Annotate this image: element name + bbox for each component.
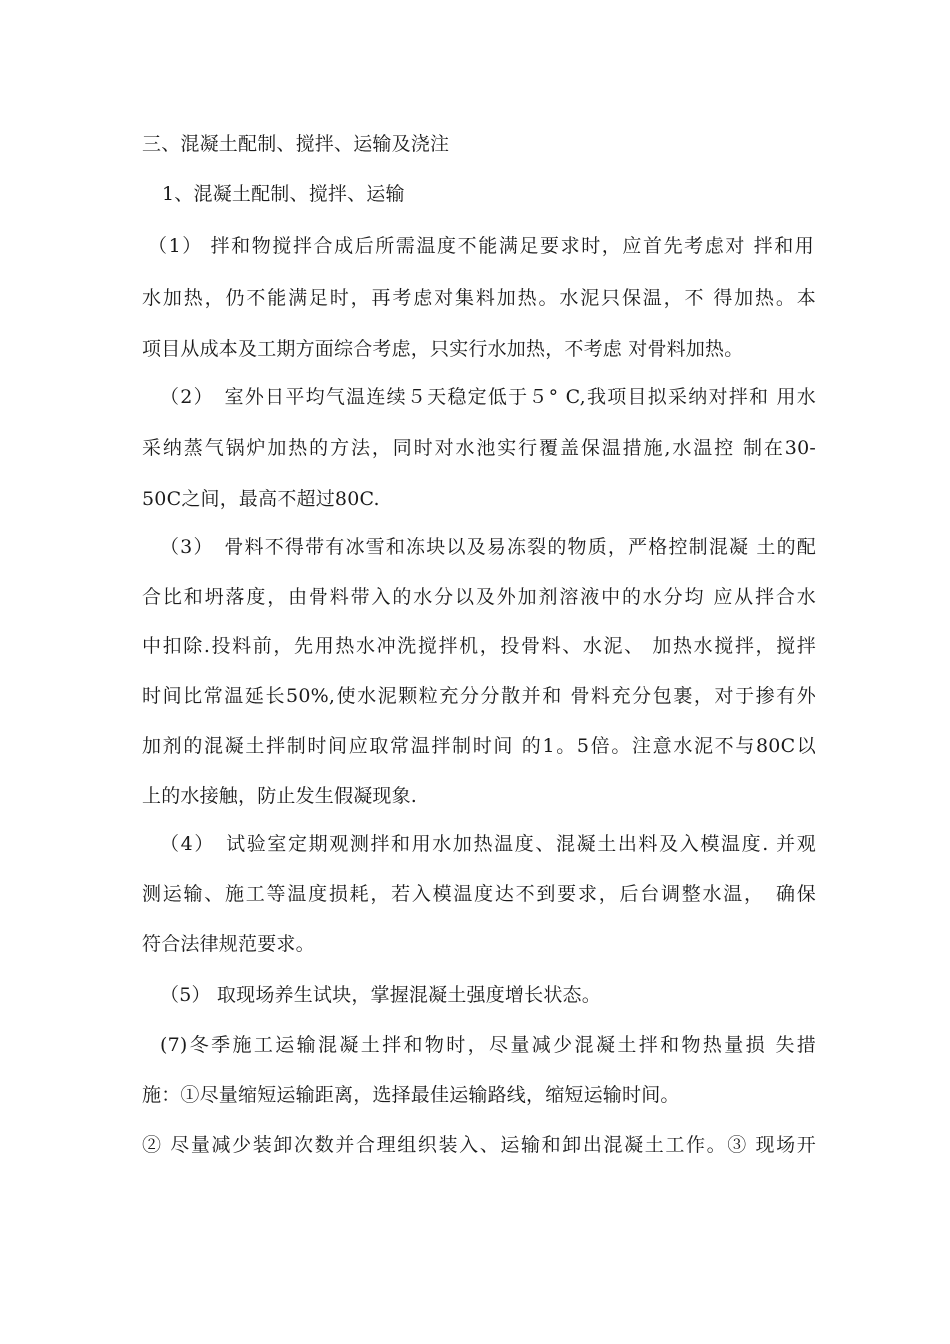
paragraph-3-line-5: 加剂的混凝土拌制时间应取常温拌制时间 的1。5倍。注意水泥不与80C以: [142, 735, 816, 757]
paragraph-2-line-2: 采纳蒸气锅炉加热的方法，同时对水池实行覆盖保温措施,水温控 制在30-: [142, 437, 816, 459]
paragraph-4-line-1: （4） 试验室定期观测拌和用水加热温度、混凝土出料及入模温度. 并观: [160, 833, 816, 855]
paragraph-3-line-1: （3） 骨料不得带有冰雪和冻块以及易冻裂的物质，严格控制混凝 土的配: [160, 536, 816, 558]
paragraph-6-line-3: ② 尽量减少装卸次数并合理组织装入、运输和卸出混凝土工作。③ 现场开: [142, 1134, 816, 1156]
paragraph-4-line-2: 测运输、施工等温度损耗，若入模温度达不到要求，后台调整水温， 确保: [142, 883, 816, 905]
paragraph-6-line-2: 施：①尽量缩短运输距离，选择最佳运输路线，缩短运输时间。: [142, 1084, 680, 1106]
subsection-heading: 1、混凝土配制、搅拌、运输: [162, 183, 405, 205]
paragraph-3-line-4: 时间比常温延长50%,使水泥颗粒充分分散并和 骨料充分包裹，对于掺有外: [142, 685, 816, 707]
paragraph-3-line-3: 中扣除.投料前，先用热水冲洗搅拌机，投骨料、水泥、 加热水搅拌，搅拌: [142, 635, 816, 657]
paragraph-2-line-1: （2） 室外日平均气温连续５天稳定低于５° C,我项目拟采纳对拌和 用水: [160, 386, 816, 408]
paragraph-3-line-6: 上的水接触，防止发生假凝现象.: [142, 785, 418, 807]
paragraph-6-line-1: (7)冬季施工运输混凝土拌和物时，尽量减少混凝土拌和物热量损 失措: [160, 1034, 816, 1056]
paragraph-1-line-2: 水加热，仍不能满足时，再考虑对集料加热。水泥只保温，不 得加热。本: [142, 287, 816, 309]
section-heading: 三、混凝土配制、搅拌、运输及浇注: [142, 133, 450, 155]
paragraph-1-line-1: （1） 拌和物搅拌合成后所需温度不能满足要求时，应首先考虑对 拌和用: [148, 235, 814, 257]
paragraph-1-line-3: 项目从成本及工期方面综合考虑，只实行水加热，不考虑 对骨料加热。: [142, 338, 744, 360]
paragraph-4-line-3: 符合法律规范要求。: [142, 933, 315, 955]
paragraph-2-line-3: 50C之间，最高不超过80C.: [142, 488, 380, 510]
paragraph-5-line-1: （5） 取现场养生试块，掌握混凝土强度增长状态。: [160, 984, 601, 1006]
paragraph-3-line-2: 合比和坍落度，由骨料带入的水分以及外加剂溶液中的水分均 应从拌合水: [142, 586, 816, 608]
